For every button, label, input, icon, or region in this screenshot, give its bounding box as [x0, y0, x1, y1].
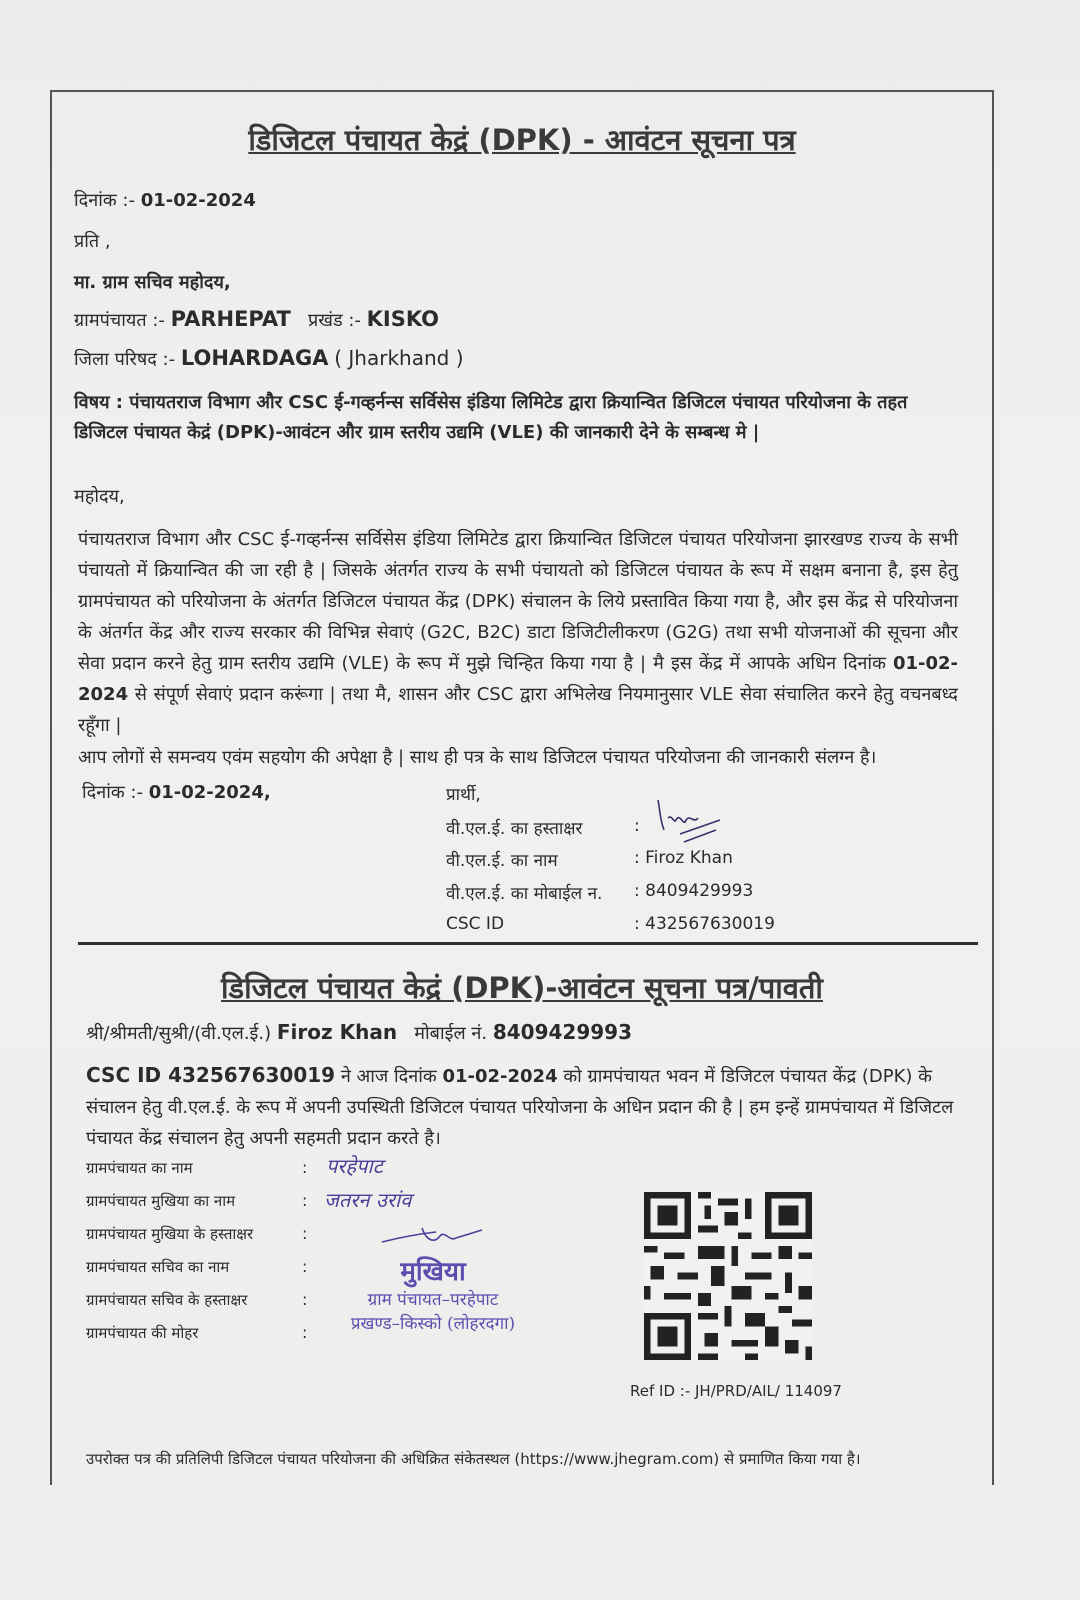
secretary-name-label: ग्रामपंचायत सचिव का नाम — [86, 1258, 230, 1276]
footer-note: उपरोक्त पत्र की प्रतिलिपी डिजिटल पंचायत परियोजना की अधिक्रित संकेतस्थल (https://www.jhegram.com) से प्रमाणित किया गया है। — [86, 1450, 861, 1468]
prati-line: प्रति , — [74, 231, 111, 252]
seal-label: ग्रामपंचायत की मोहर — [86, 1324, 199, 1342]
section-divider — [78, 942, 978, 945]
state-value: ( Jharkhand ) — [334, 346, 464, 370]
vle-name: : Firoz Khan — [634, 848, 733, 868]
gp-name-label: ग्रामपंचायत का नाम — [86, 1159, 193, 1177]
body-paragraph-1: पंचायतराज विभाग और CSC ई-गव्हर्नन्स सर्विसेस इंडिया लिमिटेड द्वारा क्रियान्वित डिजिटल पंचायत परियोजना झारखण्ड राज्य के सभी पंचायतो में क्रियान्वित की जा रही है | जिसके अंतर्गत राज्य के सभी पंचायतो को डिजिटल पंचायत के रूप में सक्षम बनाना है, इस हेतु ग्रामपंचायत को परियोजना के अंतर्गत डिजिटल पंचायत केंद्र (DPK) संचालन के लिये प्रस्तावित किया गया है, और इस केंद्र से परियोजना के अंतर्गत केंद्र और राज्य सरकार की विभिन्न सेवाएं (G2C, B2C) डाटा डिजिटीलीकरण (G2G) तथा सभी योजनाओं की सूचना और सेवा प्रदान करने हेतु ग्राम स्तरीय उद्यमि (VLE) के रूप में मुझे चिन्हित किया गया है | मै इस केंद्र में आपके अधिन दिनांक 01-02-2024 से संपूर्ण सेवाएं प्रदान करूंगा | तथा मै, शासन और CSC द्वारा अभिलेख नियमानुसार VLE सेवा संचालित करने हेतु वचनबध्द रहूँगा | — [78, 529, 958, 736]
letter-title: डिजिटल पंचायत केद्रं (DPK) - आवंटन सूचना पत्र — [248, 123, 796, 157]
date-line: दिनांक :- 01-02-2024 — [74, 190, 256, 211]
panchayat-line: ग्रामपंचायत :- PARHEPAT प्रखंड :- KISKO — [74, 307, 440, 331]
block-value: KISKO — [366, 307, 440, 331]
subject-text: विषय : पंचायतराज विभाग और CSC ई-गव्हर्नन्स सर्विसेस इंडिया लिमिटेड द्वारा क्रियान्वित डिजिटल पंचायत परियोजना के तहत डिजिटल पंचायत केद्रं (DPK)-आवंटन और ग्राम स्तरीय उद्यमि (VLE) की जानकारी देने के सम्बन्ध मे | — [74, 392, 908, 443]
vle-mobile: : 8409429993 — [634, 881, 754, 901]
salutation: महोदय, — [74, 486, 125, 507]
panchayat-value: PARHEPAT — [170, 307, 291, 331]
handwritten-mukhiya-name: जतरन उरांव — [324, 1188, 412, 1212]
receipt-title: डिजिटल पंचायत केद्रं (DPK)-आवंटन सूचना पत्र/पावती — [221, 971, 823, 1005]
panchayat-seal: मुखिया ग्राम पंचायत–परहेपाट प्रखण्ड–किस्को (लोहरदगा) — [350, 1257, 516, 1334]
receipt-vle-line: श्री/श्रीमती/सुश्री/(वी.एल.ई.) Firoz Khan मोबाईल नं. 8409429993 — [86, 1020, 632, 1044]
secretary-signature-label: ग्रामपंचायत सचिव के हस्ताक्षर — [86, 1291, 248, 1309]
signature-date: दिनांक :- 01-02-2024, — [82, 782, 271, 803]
qr-code — [644, 1192, 812, 1360]
body-paragraph-2: आप लोगों से समन्वय एवंम सहयोग की अपेक्षा है | साथ ही पत्र के साथ डिजिटल पंचायत परियोजना की जानकारी संलग्न है। — [78, 747, 877, 768]
district-line: जिला परिषद :- LOHARDAGA ( Jharkhand ) — [74, 346, 464, 370]
vle-signature-scribble — [650, 790, 730, 850]
ref-id: Ref ID :- JH/PRD/AIL/ 114097 — [630, 1382, 842, 1400]
mukhiya-name-label: ग्रामपंचायत मुखिया का नाम — [86, 1192, 236, 1210]
csc-id: : 432567630019 — [634, 914, 775, 934]
addressee: मा. ग्राम सचिव महोदय, — [74, 272, 231, 293]
mukhiya-signature-label: ग्रामपंचायत मुखिया के हस्ताक्षर — [86, 1225, 254, 1243]
district-value: LOHARDAGA — [180, 346, 329, 370]
receipt-paragraph: CSC ID 432567630019 ने आज दिनांक 01-02-2024 को ग्रामपंचायत भवन में डिजिटल पंचायत केंद्र (DPK) के संचालन हेतु वी.एल.ई. के रूप में अपनी उपस्थिती डिजिटल पंचायत परियोजना के अधिन प्रदान की है | हम इन्हें ग्रामपंचायत में डिजिटल पंचायत केंद्र संचालन हेतु अपनी सहमती प्रदान करते है। — [86, 1063, 954, 1149]
handwritten-gp-name: परहेपाट — [326, 1154, 383, 1178]
date-value: 01-02-2024 — [140, 190, 256, 211]
letter-frame: डिजिटल पंचायत केद्रं (DPK) - आवंटन सूचना पत्र दिनांक :- 01-02-2024 प्रति , मा. ग्राम सचिव महोदय, ग्रामपंचायत :- PARHEPAT प्रखंड :- KISKO जिला परिषद :- LOHARDAGA ( Jharkhand ) विषय : पंचायतराज विभाग और CSC ई-गव्हर्नन्स सर्विसेस इंडिया लिमिटेड द्वारा क्रियान्वित डिजिटल पंचायत परियोजना के तहत डिजिटल पंचायत केद्रं (DPK)-आवंटन और ग्राम स्तरीय उद्यमि (VLE) की जानकारी देने के सम्बन्ध मे | महोदय, पंचायतराज विभाग और CSC ई-गव्हर्नन्स सर्विसेस इंडिया लिमिटेड द्वारा क्रियान्वित डिजिटल पंचायत परियोजना झारखण्ड राज्य के सभी पंचायतो में क्रियान्वित की जा रही है | जिसके अंतर्गत राज्य के सभी पंचायतो को डिजिटल पंचायत के रूप में सक्षम बनाना है, इस हेतु ग्रामपंचायत को परियोजना के अंतर्गत डिजिटल पंचायत केंद्र (DPK) संचालन के लिये प्रस्तावित किया गया है, और इस केंद्र से परियोजना के अंतर्गत केंद्र और राज्य सरकार की विभिन्न सेवाएं (G2C, B2C) डाटा डिजिटीलीकरण (G2G) तथा सभी योजनाओं की सूचना और सेवा प्रदान करने हेतु ग्राम स्तरीय उद्यमि (VLE) के रूप में मुझे चिन्हित किया गया है | मै इस केंद्र में आपके अधिन दिनांक 01-02-2024 से संपूर्ण सेवाएं प्रदान करूंगा | तथा मै, शासन और CSC द्वारा अभिलेख नियमानुसार VLE सेवा संचालित करने हेतु वचनबध्द रहूँगा | आप लोगों से समन्वय एवंम सहयोग की अपेक्षा है | साथ ही पत्र के साथ डिजिटल पंचायत परियोजना की जानकारी संलग्न है। दिनांक :- 01-02-2024, प्रार्थी, वी.एल.ई. का हस्ताक्षर : वी.एल.ई. का नाम : Firoz Khan वी.एल.ई. का मोबाईल न. : 8409429993 CSC ID : 432567630019 डिजिटल पंचायत केद्रं (DPK)-आवंटन सूचना पत्र/पावती श्री/श्रीमती/सुश्री/(वी.एल.ई.) Firoz Khan मोबाईल नं. 8409429993 CSC ID 432567630019 ने आज दिनांक 01-02-2024 को ग्रामपंचायत भवन में डिजिटल पंचायत केंद्र (DPK) के संचालन हेतु वी.एल.ई. के रूप में अपनी उपस्थिती डिजिटल पंचायत परियोजना के अधिन प्रदान की है | हम इन्हें ग्रामपंचायत में डिजिटल पंचायत केंद्र संचालन हेतु अपनी सहमती प्रदान करते है। ग्रामपंचायत का नाम ग्रामपंचायत मुखिया का नाम ग्रामपंचायत मुखिया के हस्ताक्षर ग्रामपंचायत सचिव का नाम ग्रामपंचायत सचिव के हस्ताक्षर ग्रामपंचायत की मोहर : : : : : : परहेपाट जतरन उरांव मुखिया ग्राम पंचायत–परहेपाट प्रखण्ड–किस्को (लोहरदगा) Ref ID :- JH/PRD/AIL/ 114097 उपरोक्त पत्र की प्रतिलिपी डिजिटल पंचायत परियोजना की अधिक्रित संकेतस्थल (https://www.jhegram.com) से प्रमाणित किया गया है। — [50, 90, 994, 1485]
